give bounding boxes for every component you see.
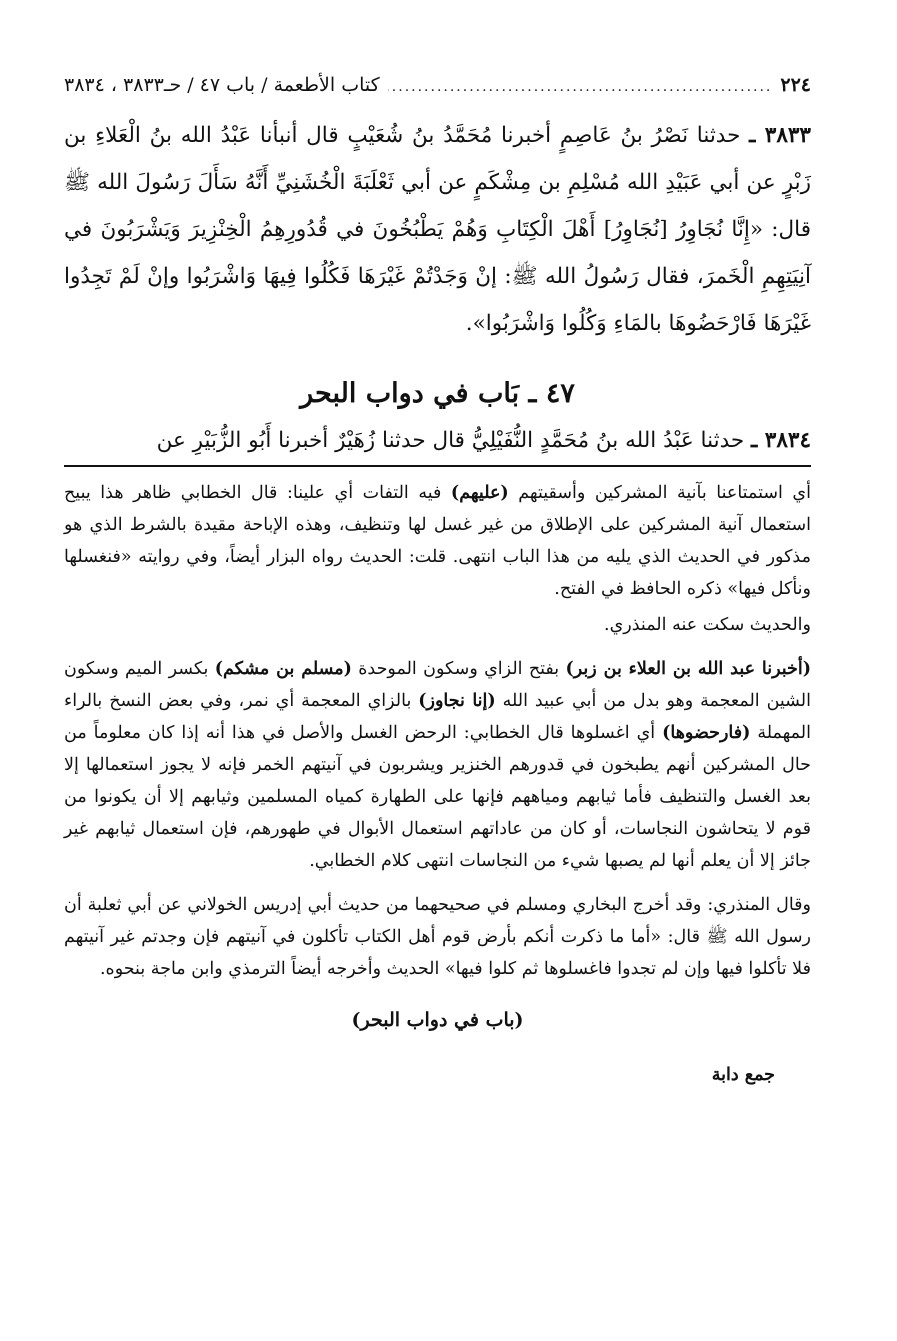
- commentary-paragraph: [64, 477, 811, 605]
- commentary-keyword: (أخبرنا عبد الله بن العلاء بن زبر): [565, 658, 811, 679]
- page-number: ٢٢٤: [780, 74, 811, 96]
- commentary-text: بفتح الزاي وسكون الموحدة: [351, 658, 566, 679]
- commentary-keyword: (إنا نجاوز): [418, 690, 496, 711]
- running-head: كتاب الأطعمة / باب ٤٧ / حـ٣٨٣٣ ، ٣٨٣٤: [64, 74, 380, 96]
- chapter-title: ٤٧ ـ بَاب في دواب البحر: [300, 377, 575, 409]
- hadith-3834: [64, 419, 811, 463]
- page-header: [64, 70, 811, 102]
- commentary-keyword: (مسلم بن مشكم): [214, 658, 352, 679]
- commentary-text: أي اغسلوها قال الخطابي: الرحض الغسل والأصل في هذا أنه إذا كان معلوماً من حال المشركين أنهم يطبخون في قدورهم الخنزير ويشربون في آنيتهم الخمر فإنه لا يجوز استعمالها إلا بعد الغسل والتنظيف فأما ثيابهم ومياههم فإنها على الطهارة كمياه المسلمين وثيابهم إلا أن يكونوا من قوم لا يتحاشون النجاسات، أو كان من عاداتهم استعمال الأبوال في طهورهم، فإن استعمال ثيابهم غير جائز إلا أن يعلم أنها لم يصبها شيء من النجاسات انتهى كلام الخطابي.: [64, 722, 811, 871]
- commentary-paragraph: [64, 653, 811, 877]
- hadith-text: حدثنا عَبْدُ الله بنُ مُحَمَّدٍ النُّفَيْلِيُّ قال حدثنا زُهَيْرٌ أخبرنا أَبُو الزُّبَيْرِ عن: [156, 427, 745, 453]
- commentary-text: بالزاي المعجمة أي نمر، وفي بعض النسخ بالراء المهملة: [64, 690, 811, 743]
- commentary-keyword: (فارحضوها): [662, 722, 751, 743]
- header-leader-dots: [388, 72, 773, 102]
- hadith-3833: [64, 112, 811, 347]
- commentary-text: فيه التفات أي علينا: قال الخطابي ظاهر هذا يبيح استعمال آنية المشركين على الإطلاق من غير غسل لها وتنظيف، وهذه الإباحة مقيدة بالشرط الذي هو مذكور في الحديث الذي يليه من هذا الباب انتهى. قلت: الحديث رواه البزار أيضاً، وفي روايته «فنغسلها ونأكل فيها» ذكره الحافظ في الفتح.: [64, 482, 811, 599]
- hadith-number: ٣٨٣٤ ـ: [751, 427, 811, 453]
- commentary-keyword: (عليهم): [450, 482, 509, 503]
- commentary-divider: [64, 465, 811, 467]
- sub-heading: (باب في دواب البحر): [351, 1008, 524, 1031]
- footnote-gloss: جمع دابة: [711, 1064, 775, 1085]
- commentary-paragraph: [64, 609, 811, 641]
- commentary-text: وقال المنذري: وقد أخرج البخاري ومسلم في صحيحهما من حديث أبي إدريس الخولاني عن أبي ثعلبة أن رسول الله ﷺ قال: «أما ما ذكرت أنكم بأرض قوم أهل الكتاب تأكلون في آنيتهم فإن وجدتم غير آنيتهم فلا تأكلوا فيها وإن لم تجدوا فاغسلوها ثم كلوا فيها» الحديث وأخرجه أيضاً الترمذي وابن ماجة بنحوه.: [64, 894, 811, 979]
- hadith-number: ٣٨٣٣ ـ: [749, 123, 811, 148]
- commentary-text: والحديث سكت عنه المنذري.: [604, 614, 811, 635]
- commentary-text: بكسر الميم وسكون الشين المعجمة وهو بدل من أبي عبيد الله: [64, 658, 811, 711]
- commentary-paragraph: [64, 889, 811, 985]
- commentary-text: أي استمتاعنا بآنية المشركين وأسقيتهم: [508, 482, 811, 503]
- hadith-text: حدثنا نَصْرُ بنُ عَاصِمٍ أخبرنا مُحَمَّدُ بنُ شُعَيْبٍ قال أنبأنا عَبْدُ الله بنُ الْعَلاءِ بن زَبْرٍ عن أبي عَبَيْدِ الله مُسْلِمِ بن مِشْكَمٍ عن أبي ثَعْلَبَةَ الْخُشَنِيِّ أَنَّهُ سَأَلَ رَسُولَ الله ﷺ قال: «إِنَّا نُجَاوِرُ [نُجَاوِرُ] أَهْلَ الْكِتَابِ وَهُمْ يَطْبُخُونَ في قُدُورِهِمُ الْخِنْزِيرَ وَيَشْرَبُونَ في آنِيَتِهِمِ الْخَمرَ، فقال رَسُولُ الله ﷺ: إنْ وَجَدْتُمْ غَيْرَهَا فَكُلُوا فِيهَا وَاشْرَبُوا وإنْ لَمْ تَجِدُوا غَيْرَهَا فَارْحَضُوهَا بالمَاءِ وَكُلُوا وَاشْرَبُوا».: [64, 123, 811, 336]
